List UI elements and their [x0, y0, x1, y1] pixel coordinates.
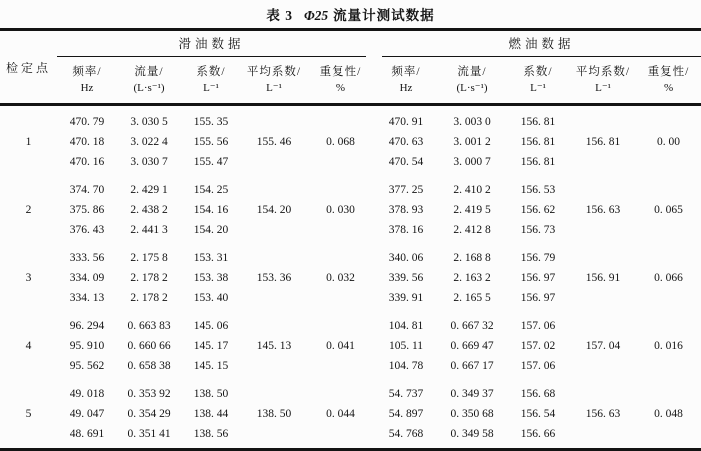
cell-fuel-freq: 378. 16 [388, 224, 424, 236]
sub-header-row [0, 57, 701, 105]
cell-fuel-flow: 2. 410 2 [453, 184, 491, 196]
cell-oil-flow: 0. 353 92 [127, 388, 171, 400]
cell-oil-flow: 2. 175 8 [130, 252, 168, 264]
cell-oil-freq: 470. 79 [69, 116, 105, 128]
cell-oil-coef: 154. 20 [193, 224, 229, 236]
group-spacer [0, 308, 701, 316]
table-caption-text: 流量计测试数据 [333, 8, 435, 23]
cell-fuel-freq: 470. 54 [388, 156, 424, 168]
cell-point: 5 [25, 408, 32, 420]
cell-oil-freq: 470. 18 [69, 136, 105, 148]
cell-oil-avg: 138. 50 [256, 408, 292, 420]
cell-oil-avg: 153. 36 [256, 272, 292, 284]
cell-oil-avg: 155. 46 [256, 136, 292, 148]
cell-fuel-rep: 0. 016 [654, 340, 683, 352]
table-number: 表 3 [266, 8, 293, 23]
flow-meter-test-table [0, 28, 701, 451]
col-header-oil-freq: 频率/ Hz [57, 57, 117, 105]
cell-fuel-freq: 339. 56 [388, 272, 424, 284]
group-spacer [0, 172, 701, 180]
cell-oil-flow: 0. 354 29 [127, 408, 171, 420]
cell-fuel-avg: 156. 91 [585, 272, 621, 284]
cell-fuel-coef: 156. 54 [520, 408, 556, 420]
cell-fuel-freq: 105. 11 [388, 340, 424, 352]
cell-fuel-freq: 54. 737 [388, 388, 424, 400]
cell-oil-flow: 2. 438 2 [130, 204, 168, 216]
cell-fuel-coef: 156. 73 [520, 224, 556, 236]
cell-fuel-flow: 0. 667 17 [450, 360, 494, 372]
cell-point: 4 [25, 340, 32, 352]
cell-oil-flow: 0. 660 66 [127, 340, 171, 352]
cell-oil-freq: 48. 691 [69, 428, 105, 440]
cell-fuel-flow: 2. 168 8 [453, 252, 491, 264]
cell-oil-freq: 49. 047 [69, 408, 105, 420]
cell-fuel-rep: 0. 00 [657, 136, 681, 148]
col-header-fuel-freq: 频率/ Hz [374, 57, 438, 105]
cell-oil-freq: 95. 562 [69, 360, 105, 372]
col-header-oil-avg: 平均系数/ L⁻¹ [241, 57, 307, 105]
cell-fuel-flow: 0. 349 58 [450, 428, 494, 440]
cell-fuel-coef: 156. 81 [520, 136, 556, 148]
cell-point: 3 [25, 272, 32, 284]
col-header-fuel-rep: 重复性/ % [636, 57, 701, 105]
group-header-row [0, 30, 701, 58]
cell-oil-freq: 375. 86 [69, 204, 105, 216]
cell-oil-flow: 0. 658 38 [127, 360, 171, 372]
cell-fuel-coef: 156. 79 [520, 252, 556, 264]
cell-oil-rep: 0. 041 [326, 340, 355, 352]
cell-fuel-avg: 156. 63 [585, 204, 621, 216]
cell-oil-coef: 155. 35 [193, 116, 229, 128]
cell-fuel-flow: 3. 000 7 [453, 156, 491, 168]
cell-fuel-coef: 156. 68 [520, 388, 556, 400]
cell-fuel-avg: 156. 81 [585, 136, 621, 148]
cell-fuel-rep: 0. 048 [654, 408, 683, 420]
cell-oil-freq: 334. 09 [69, 272, 105, 284]
data-row [0, 180, 701, 200]
cell-oil-freq: 376. 43 [69, 224, 105, 236]
cell-fuel-coef: 156. 97 [520, 292, 556, 304]
cell-fuel-flow: 2. 412 8 [453, 224, 491, 236]
cell-oil-coef: 155. 56 [193, 136, 229, 148]
group-spacer [0, 376, 701, 384]
cell-fuel-freq: 340. 06 [388, 252, 424, 264]
col-header-fuel-avg: 平均系数/ L⁻¹ [570, 57, 636, 105]
cell-oil-coef: 138. 44 [193, 408, 229, 420]
cell-fuel-flow: 2. 419 5 [453, 204, 491, 216]
cell-oil-freq: 470. 16 [69, 156, 105, 168]
cell-oil-rep: 0. 044 [326, 408, 355, 420]
group-header-fuel-label: 燃油数据 [382, 31, 701, 57]
col-header-oil-coef: 系数/ L⁻¹ [181, 57, 241, 105]
cell-oil-coef: 153. 31 [193, 252, 229, 264]
cell-oil-avg: 145. 13 [256, 340, 292, 352]
cell-oil-freq: 95. 910 [69, 340, 105, 352]
cell-oil-coef: 145. 17 [193, 340, 229, 352]
cell-fuel-freq: 377. 25 [388, 184, 424, 196]
cell-oil-flow: 0. 351 41 [127, 428, 171, 440]
cell-oil-flow: 2. 441 3 [130, 224, 168, 236]
cell-oil-flow: 0. 663 83 [127, 320, 171, 332]
cell-fuel-flow: 0. 669 47 [450, 340, 494, 352]
cell-fuel-freq: 54. 768 [388, 428, 424, 440]
cell-oil-flow: 3. 030 5 [130, 116, 168, 128]
cell-fuel-coef: 156. 81 [520, 116, 556, 128]
cell-oil-coef: 154. 16 [193, 204, 229, 216]
cell-fuel-flow: 0. 350 68 [450, 408, 494, 420]
cell-fuel-flow: 3. 003 0 [453, 116, 491, 128]
cell-fuel-freq: 378. 93 [388, 204, 424, 216]
cell-fuel-freq: 470. 91 [388, 116, 424, 128]
cell-fuel-coef: 156. 53 [520, 184, 556, 196]
cell-fuel-avg: 156. 63 [585, 408, 621, 420]
row-header-point: 检定点 [0, 30, 57, 105]
cell-oil-coef: 138. 56 [193, 428, 229, 440]
group-spacer [0, 240, 701, 248]
cell-fuel-coef: 157. 06 [520, 320, 556, 332]
cell-fuel-coef: 157. 06 [520, 360, 556, 372]
cell-fuel-flow: 3. 001 2 [453, 136, 491, 148]
cell-oil-flow: 2. 178 2 [130, 272, 168, 284]
cell-fuel-flow: 2. 163 2 [453, 272, 491, 284]
cell-fuel-avg: 157. 04 [585, 340, 621, 352]
data-row [0, 112, 701, 132]
cell-oil-coef: 153. 38 [193, 272, 229, 284]
cell-fuel-freq: 470. 63 [388, 136, 424, 148]
group-header-oil [57, 30, 374, 58]
meter-model: Φ25 [303, 8, 329, 23]
cell-oil-coef: 155. 47 [193, 156, 229, 168]
data-row [0, 384, 701, 404]
cell-fuel-freq: 54. 897 [388, 408, 424, 420]
table-caption [0, 0, 701, 28]
group-header-fuel [374, 30, 701, 58]
cell-fuel-freq: 339. 91 [388, 292, 424, 304]
data-row [0, 316, 701, 336]
cell-point: 1 [25, 136, 32, 148]
cell-fuel-coef: 156. 81 [520, 156, 556, 168]
cell-oil-rep: 0. 068 [326, 136, 355, 148]
cell-fuel-freq: 104. 81 [388, 320, 424, 332]
cell-fuel-coef: 157. 02 [520, 340, 556, 352]
cell-oil-freq: 374. 70 [69, 184, 105, 196]
col-header-fuel-flow: 流量/ (L·s⁻¹) [438, 57, 506, 105]
cell-fuel-coef: 156. 66 [520, 428, 556, 440]
cell-oil-freq: 96. 294 [69, 320, 105, 332]
cell-fuel-flow: 2. 165 5 [453, 292, 491, 304]
cell-oil-coef: 138. 50 [193, 388, 229, 400]
cell-fuel-rep: 0. 066 [654, 272, 683, 284]
group-header-oil-label: 滑油数据 [57, 31, 366, 57]
cell-oil-avg: 154. 20 [256, 204, 292, 216]
cell-fuel-coef: 156. 62 [520, 204, 556, 216]
cell-fuel-rep: 0. 065 [654, 204, 683, 216]
cell-oil-freq: 49. 018 [69, 388, 105, 400]
cell-oil-rep: 0. 030 [326, 204, 355, 216]
cell-oil-rep: 0. 032 [326, 272, 355, 284]
data-row [0, 248, 701, 268]
cell-oil-freq: 334. 13 [69, 292, 105, 304]
cell-fuel-freq: 104. 78 [388, 360, 424, 372]
cell-oil-flow: 3. 022 4 [130, 136, 168, 148]
cell-oil-flow: 2. 429 1 [130, 184, 168, 196]
cell-oil-flow: 2. 178 2 [130, 292, 168, 304]
cell-point: 2 [25, 204, 32, 216]
cell-oil-flow: 3. 030 7 [130, 156, 168, 168]
cell-fuel-flow: 0. 667 32 [450, 320, 494, 332]
table-top-spacer [0, 105, 701, 113]
cell-oil-freq: 333. 56 [69, 252, 105, 264]
col-header-oil-rep: 重复性/ % [307, 57, 374, 105]
cell-oil-coef: 154. 25 [193, 184, 229, 196]
cell-oil-coef: 153. 40 [193, 292, 229, 304]
col-header-fuel-coef: 系数/ L⁻¹ [506, 57, 570, 105]
cell-oil-coef: 145. 06 [193, 320, 229, 332]
col-header-oil-flow: 流量/ (L·s⁻¹) [117, 57, 181, 105]
cell-fuel-coef: 156. 97 [520, 272, 556, 284]
cell-oil-coef: 145. 15 [193, 360, 229, 372]
cell-fuel-flow: 0. 349 37 [450, 388, 494, 400]
